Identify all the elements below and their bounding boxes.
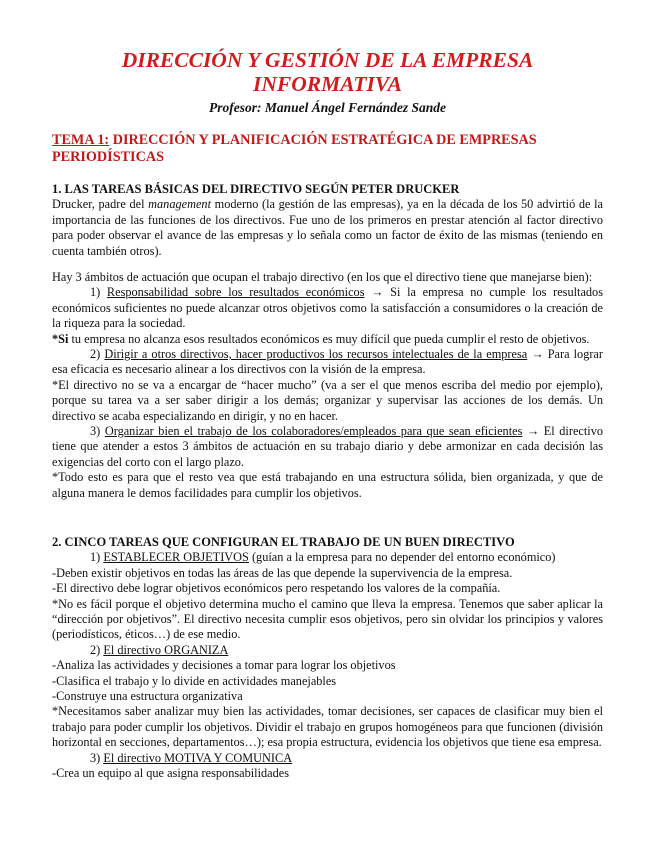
section1-intro [52,197,603,259]
task1-text: (guían a la empresa para no depender del entorno económico) [248,550,556,565]
task1-line-1: -Deben existir objetivos en todas las áreas de las que depende la supervivencia de la empresa. [52,565,513,580]
item3-number: 3) [90,424,105,439]
section2-heading: 2. CINCO TAREAS QUE CONFIGURAN EL TRABAJO DE UN BUEN DIRECTIVO [52,535,515,549]
task-2 [52,643,603,658]
tema-number: TEMA 1: [52,132,110,148]
item1-number: 1) [90,285,107,300]
item2-number: 2) [90,347,105,362]
document-title-line2: INFORMATIVA [253,72,402,96]
task2-line-2: -Clasifica el trabajo y lo divide en actividades manejables [52,673,337,688]
task1-line-2: -El directivo debe lograr objetivos económicos pero respetando los valores de la compañía. [52,581,501,596]
item2-title: Dirigir a otros directivos, hacer productivos los recursos intelectuales de la empresa [104,347,528,362]
task3-number: 3) [90,750,104,765]
intro-italic: management [148,197,211,212]
tema-heading [52,132,612,166]
section2 [52,535,603,782]
task2-line-1: -Analiza las actividades y decisiones a tomar para lograr los objetivos [52,658,396,673]
ambitos-block [52,270,603,501]
task2-note: *Necesitamos saber analizar muy bien las actividades, tomar decisiones, ser capaces de clasificar muy bien el trabajo para poder cumplir los objetivos. Dividir el trabajo en grupos homogéneos para que funcionen (división horizontal en secciones, departamentos…); esa propia estructura, evidencia los objetivos que tiene esa empresa. [52,704,603,750]
task1-number: 1) [90,550,104,565]
ambito-item-2 [52,347,603,378]
task2-line-3: -Construye una estructura organizativa [52,689,243,704]
ambito-item-1 [52,285,603,331]
note1-text: tu empresa no alcanza esos resultados económicos es muy difícil que pueda cumplir el resto de objetivos. [68,331,590,346]
intro-text-a: Drucker, padre del [52,197,149,212]
ambitos-intro: Hay 3 ámbitos de actuación que ocupan el trabajo directivo (en los que el directivo tiene que manejarse bien): [52,270,593,284]
ambito-note-1 [52,332,603,347]
ambito-item-3 [52,424,603,470]
item1-text: → Si la empresa no cumple los resultados económicos suficientes no puede alcanzar otros objetivos como la satisfacción a consumidores o la creación de la riqueza para la sociedad. [52,285,603,331]
task1-note: *No es fácil porque el objetivo determina mucho el camino que lleva la empresa. Tenemos que saber aplicar la “dirección por objetivos”. El directivo necesita cumplir esos objetivos, pero sin olvidar los principios y valores (periodísticos, éticos…) de ese medio. [52,596,603,642]
tema-title: DIRECCIÓN Y PLANIFICACIÓN ESTRATÉGICA DE EMPRESAS PERIODÍSTICAS [52,132,537,165]
professor-line: Profesor: Manuel Ángel Fernández Sande [208,100,447,115]
task-3 [52,751,603,766]
ambito-note-2: *El directivo no se va a encargar de “hacer mucho” (va a ser el que menos escriba del medio por ejemplo), porque su tarea va a ser saber dirigir a los demás; organizar y supervisar las acciones de los demás. Un directivo se acaba especializando en dirigir, y no en hacer. [52,377,603,423]
document-title-line1: DIRECCIÓN Y GESTIÓN DE LA EMPRESA [121,48,534,72]
section1-heading: 1. LAS TAREAS BÁSICAS DEL DIRECTIVO SEGÚN PETER DRUCKER [52,182,460,196]
task-1 [52,550,603,565]
note1-star: *Si [52,331,69,346]
task2-title: El directivo ORGANIZA [103,642,229,657]
task2-number: 2) [90,642,104,657]
task3-line-1: -Crea un equipo al que asigna responsabilidades [52,766,289,781]
item3-title: Organizar bien el trabajo de los colaboradores/empleados para que sean eficientes [104,424,523,439]
task1-title: ESTABLECER OBJETIVOS [103,550,249,565]
item3-text: → El directivo tiene que atender a estos 3 ámbitos de actuación en su trabajo diario y debe armonizar en cada decisión las exigencias del corto con el largo plazo. [52,424,603,469]
intro-text-b: moderno (la gestión de las empresas), ya en la década de los 50 advirtió de la importancia de las funciones de los directivos. Fue uno de los primeros en prestar atención al factor directivo para poder observar el avance de las empresas y lo señala como un factor de éxito de las mismas (teniendo en cuenta también otros). [52,197,604,258]
ambito-note-3: *Todo esto es para que el resto vea que está trabajando en una estructura sólida, bien organizada, y que de alguna manera le demos facilidades para cumplir los objetivos. [52,470,603,500]
section1 [52,182,603,259]
item1-title: Responsabilidad sobre los resultados económicos [106,285,365,300]
task3-title: El directivo MOTIVA Y COMUNICA [103,750,293,765]
item2-text: → Para lograr esa eficacia es necesario alinear a los directivos con la visión de la empresa. [52,347,603,377]
